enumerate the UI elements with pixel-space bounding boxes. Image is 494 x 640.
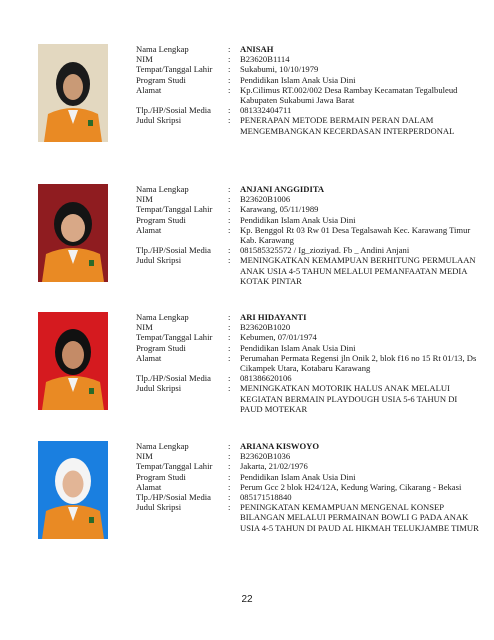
student-photo: [38, 312, 108, 410]
label-alamat: Alamat: [136, 84, 162, 95]
value-tlp: 085171518840: [240, 492, 292, 503]
value-ttl: Jakarta, 21/02/1976: [240, 461, 308, 472]
value-ttl: Karawang, 05/11/1989: [240, 204, 319, 215]
value-judul: MENINGKATKAN MOTORIK HALUS ANAK MELALUI KEGIATAN BERMAIN PLAYDOUGH USIA 5-6 TAHUN DI PAUD MOTEKAR: [240, 383, 458, 414]
value-judul: MENINGKATKAN KEMAMPUAN BERHITUNG PERMULAAN ANAK USIA 4-5 TAHUN MELALUI PEMANFAATAN MEDIA KOTAK PINTAR: [240, 255, 476, 286]
label-nama: Nama Lengkap: [136, 44, 189, 54]
label-judul: Judul Skripsi: [136, 383, 182, 394]
value-nim: B23620B1114: [240, 54, 290, 65]
label-tlp: Tlp./HP/Sosial Media: [136, 105, 211, 116]
label-tlp: Tlp./HP/Sosial Media: [136, 373, 211, 384]
value-prodi: Pendidikan Islam Anak Usia Dini: [240, 342, 356, 353]
label-tlp: Tlp./HP/Sosial Media: [136, 492, 211, 503]
label-nim: NIM: [136, 451, 153, 462]
value-tlp: 081332404711: [240, 105, 292, 116]
label-prodi: Program Studi: [136, 471, 186, 482]
value-alamat: Perum Gcc 2 blok H24/12A, Kedung Waring, Cikarang - Bekasi: [240, 481, 462, 492]
label-alamat: Alamat: [136, 481, 162, 492]
student-photo: [38, 441, 108, 539]
label-prodi: Program Studi: [136, 342, 186, 353]
value-judul: PENERAPAN METODE BERMAIN PERAN DALAM MENGEMBANGKAN KECERDASAN INTERPERDONAL: [240, 115, 455, 136]
student-photo: [38, 44, 108, 142]
label-prodi: Program Studi: [136, 214, 186, 225]
page-number: 22: [241, 594, 253, 605]
label-nama: Nama Lengkap: [136, 312, 189, 322]
value-nama: ARI HIDAYANTI: [240, 312, 307, 322]
value-prodi: Pendidikan Islam Anak Usia Dini: [240, 74, 356, 85]
label-alamat: Alamat: [136, 224, 162, 235]
label-nama: Nama Lengkap: [136, 441, 189, 451]
value-alamat: Perumahan Permata Regensi jln Onik 2, blok f16 no 15 Rt 01/13, Ds Cikampek Utara, Kotabaru Karawang: [240, 352, 477, 374]
value-alamat: Kp.Cilimus RT.002/002 Desa Rambay Kecamatan Tegalbuleud Kabupaten Sukabumi Jawa Barat: [240, 84, 458, 106]
value-judul: PENINGKATAN KEMAMPUAN MENGENAL KONSEP BILANGAN MELALUI PERMAINAN BOWLI G PADA ANAK USIA 4-5 TAHUN DI PAUD AL HIKMAH TELUKJAMBE TIMUR: [240, 502, 479, 533]
value-prodi: Pendidikan Islam Anak Usia Dini: [240, 471, 356, 482]
label-nim: NIM: [136, 194, 153, 205]
value-alamat: Kp. Benggol Rt 03 Rw 01 Desa Tegalsawah Kec. Karawang Timur Kab. Karawang: [240, 224, 471, 246]
student-photo: [38, 184, 108, 282]
value-prodi: Pendidikan Islam Anak Usia Dini: [240, 214, 356, 225]
label-ttl: Tempat/Tanggal Lahir: [136, 64, 213, 75]
label-judul: Judul Skripsi: [136, 115, 182, 126]
value-nim: B23620B1006: [240, 194, 291, 205]
label-judul: Judul Skripsi: [136, 255, 182, 266]
label-ttl: Tempat/Tanggal Lahir: [136, 204, 213, 215]
label-ttl: Tempat/Tanggal Lahir: [136, 461, 213, 472]
label-judul: Judul Skripsi: [136, 502, 182, 513]
value-tlp: 081386620106: [240, 373, 292, 384]
label-nim: NIM: [136, 322, 153, 333]
label-tlp: Tlp./HP/Sosial Media: [136, 245, 211, 256]
label-nim: NIM: [136, 54, 153, 65]
value-ttl: Kebumen, 07/01/1974: [240, 332, 317, 343]
value-ttl: Sukabumi, 10/10/1979: [240, 64, 319, 75]
label-alamat: Alamat: [136, 352, 162, 363]
value-nama: ANISAH: [240, 44, 274, 54]
value-nama: ARIANA KISWOYO: [240, 441, 320, 451]
value-tlp: 081585325572 / Ig_zioziyad. Fb _ Andini Anjani: [240, 245, 410, 256]
label-nama: Nama Lengkap: [136, 184, 189, 194]
value-nama: ANJANI ANGGIDITA: [240, 184, 325, 194]
label-prodi: Program Studi: [136, 74, 186, 85]
label-ttl: Tempat/Tanggal Lahir: [136, 332, 213, 343]
value-nim: B23620B1020: [240, 322, 291, 333]
value-nim: B23620B1036: [240, 451, 291, 462]
